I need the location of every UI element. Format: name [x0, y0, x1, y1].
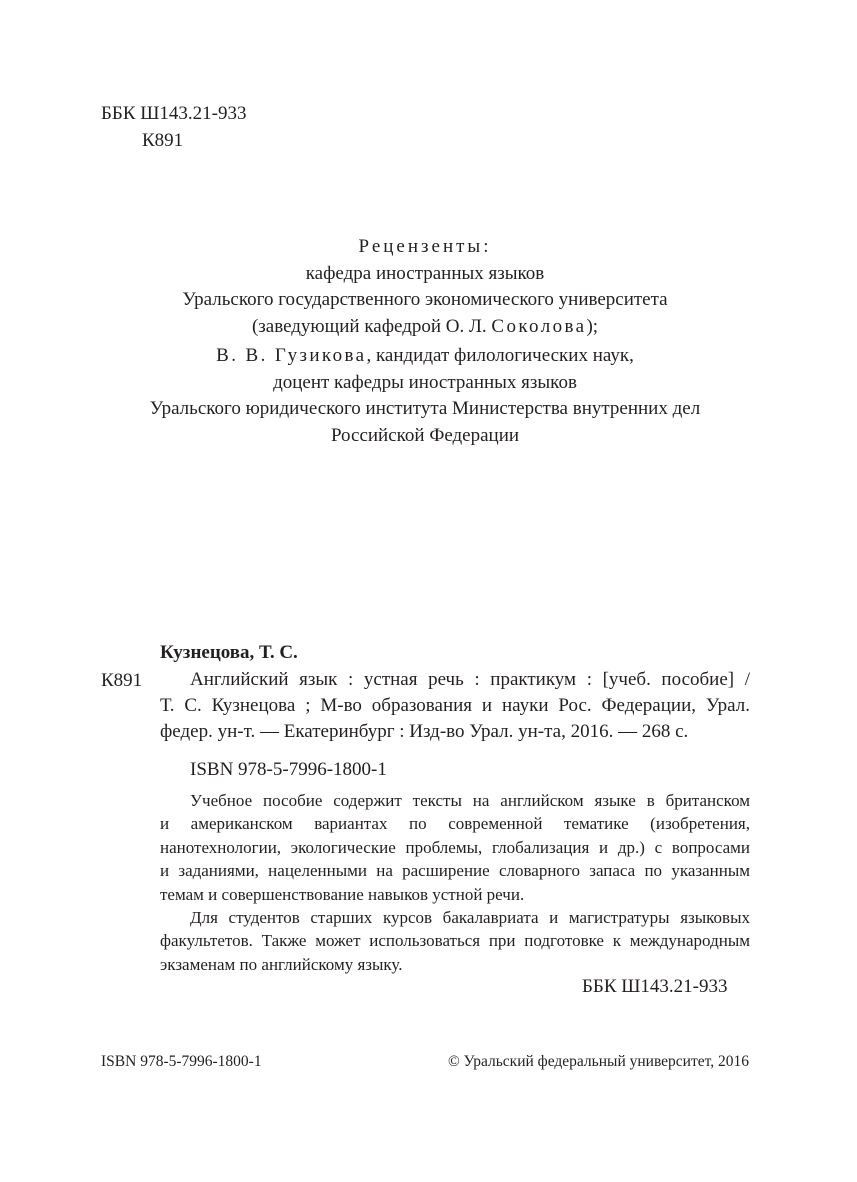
reviewer-2-name: В. В. Гузикова — [216, 345, 367, 366]
annotation-p1-line-4: и заданиями, нацеленными на расширение словарного запаса по указанным — [160, 861, 750, 881]
annotation-p1-line-2: и американском вариантах по современной тематике (изобретения, — [160, 814, 750, 834]
reviewer-1-line-3 — [60, 314, 790, 341]
reviewer-2-line-3: Уральского юридического института Министерства внутренних дел — [149, 398, 701, 419]
catalog-line-3: федер. ун-т. — Екатеринбург : Изд-во Урал. ун-та, 2016. — 268 с. — [160, 721, 689, 742]
reviewer-2-degree: , кандидат филологических наук, — [366, 345, 634, 366]
catalog-author: Кузнецова, Т. С. — [160, 642, 298, 663]
annotation — [160, 789, 750, 976]
catalog-isbn: ISBN 978-5-7996-1800-1 — [190, 759, 387, 780]
reviewer-1-head-suffix: ); — [586, 315, 599, 337]
reviewer-1-line-1: кафедра иностранных языков — [305, 262, 545, 284]
annotation-p1-line-1: Учебное пособие содержит тексты на английском языке в британском — [190, 791, 750, 810]
reviewer-2-line-1 — [60, 343, 790, 370]
annotation-p1-line-3: нанотехнологии, экологические проблемы, глобализация и др.) с вопросами — [160, 837, 750, 857]
reviewer-2-line-4: Российской Федерации — [330, 424, 520, 446]
annotation-p1-line-5: темам и совершенствование навыков устной речи. — [160, 884, 525, 904]
catalog-line-1: Английский язык : устная речь : практикум : [учеб. пособие] / — [190, 669, 750, 690]
catalog-author-mark: К891 — [101, 670, 143, 691]
reviewer-1-head-prefix: (заведующий кафедрой О. Л. — [251, 315, 492, 337]
reviewers-heading: Рецензенты: — [358, 236, 492, 257]
catalog-description — [160, 667, 750, 783]
annotation-p2-line-1: Для студентов старших курсов бакалавриата и магистратуры языковых — [190, 907, 750, 927]
reviewers-block — [60, 234, 790, 449]
author-mark-top: К891 — [142, 130, 184, 151]
annotation-p2-line-3: экзаменам по английскому языку. — [160, 954, 403, 974]
bbk-code-bottom: ББК Ш143.21-933 — [582, 976, 728, 997]
bbk-code-top: ББК Ш143.21-933 — [101, 103, 247, 124]
catalog-line-2: Т. С. Кузнецова ; М-во образования и науки Рос. Федерации, Урал. — [160, 695, 750, 716]
footer-isbn: ISBN 978-5-7996-1800-1 — [101, 1053, 262, 1070]
reviewer-1-line-2: Уральского государственного экономического университета — [182, 289, 668, 310]
reviewer-2-line-2: доцент кафедры иностранных языков — [273, 371, 577, 393]
footer-copyright: © Уральский федеральный университет, 2016 — [447, 1053, 749, 1070]
reviewer-1-head-name: Соколова — [491, 315, 587, 337]
annotation-p2-line-2: факультетов. Также может использоваться при подготовке к международным — [160, 931, 750, 951]
